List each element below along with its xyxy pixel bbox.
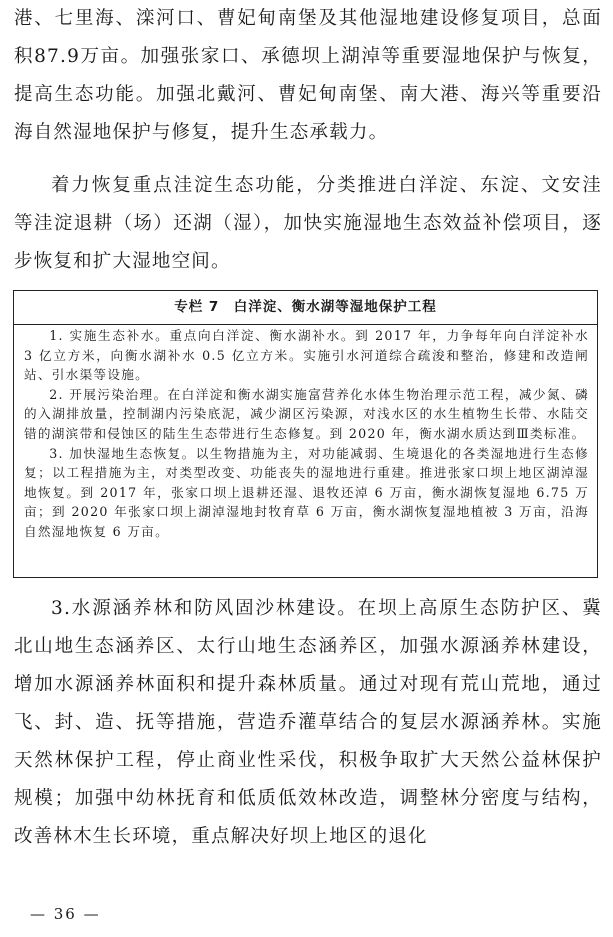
feature-box-body [14,325,597,542]
paragraph-wetland-projects: 港、七里海、滦河口、曹妃甸南堡及其他湿地建设修复项目，总面积87.9万亩。加强张家口、承德坝上湖淖等重要湿地保护与恢复，提高生态功能。加强北戴河、曹妃甸南堡、南大港、海兴等重要沿海自然湿地保护与修复，提升生态承载力。 [14,8,602,143]
feature-box-item: 1. 实施生态补水。重点向白洋淀、衡水湖补水。到 2017 年，力争每年向白洋淀补水 3 亿立方米，向衡水湖补水 0.5 亿立方米。实施引水河道综合疏浚和整治，修建和改造闸站、引水渠等设施。 [24,328,589,383]
feature-box-item: 2. 开展污染治理。在白洋淀和衡水湖实施富营养化水体生物治理示范工程，减少氮、磷的入湖排放量，控制湖内污染底泥，减少湖区污染源，对浅水区的水生植物生长带、水陆交错的湖滨带和侵蚀区的陆生生态带进行生态修复。到 2020 年，衡水湖水质达到Ⅲ类标准。 [24,386,589,441]
paragraph-water-conservation-forest: 3.水源涵养林和防风固沙林建设。在坝上高原生态防护区、冀北山地生态涵养区、太行山地生态涵养区，加强水源涵养林建设，增加水源涵养林面积和提升森林质量。通过对现有荒山荒地，通过飞、封、造、抚等措施，营造乔灌草结合的复层水源涵养林。实施天然林保护工程，停止商业性采伐，积极争取扩大天然公益林保护规模；加强中幼林抚育和低质低效林改造，调整林分密度与结构，改善林木生长环境，重点解决好坝上地区的退化 [14,598,602,847]
feature-box [13,290,598,578]
feature-box-title: 专栏 7 白洋淀、衡水湖等湿地保护工程 [14,291,597,325]
paragraph-lake-restoration: 着力恢复重点洼淀生态功能，分类推进白洋淀、东淀、文安洼等洼淀退耕（场）还湖（湿），加快实施湿地生态效益补偿项目，逐步恢复和扩大湿地空间。 [14,175,602,272]
feature-box-item: 3. 加快湿地生态恢复。以生物措施为主，对功能减弱、生境退化的各类湿地进行生态修复；以工程措施为主，对类型改变、功能丧失的湿地进行重建。推进张家口坝上地区湖淖湿地恢复。到 2017 年，张家口坝上退耕还湿、退牧还淖 6 万亩，衡水湖恢复湿地 6.75 万亩；到 2020 年张家口坝上湖淖湿地封牧育草 6 万亩，衡水湖恢复湿地植被 3 万亩，沿海自然湿地恢复 6 万亩。 [24,445,589,539]
page-number: — 36 — [30,905,101,923]
